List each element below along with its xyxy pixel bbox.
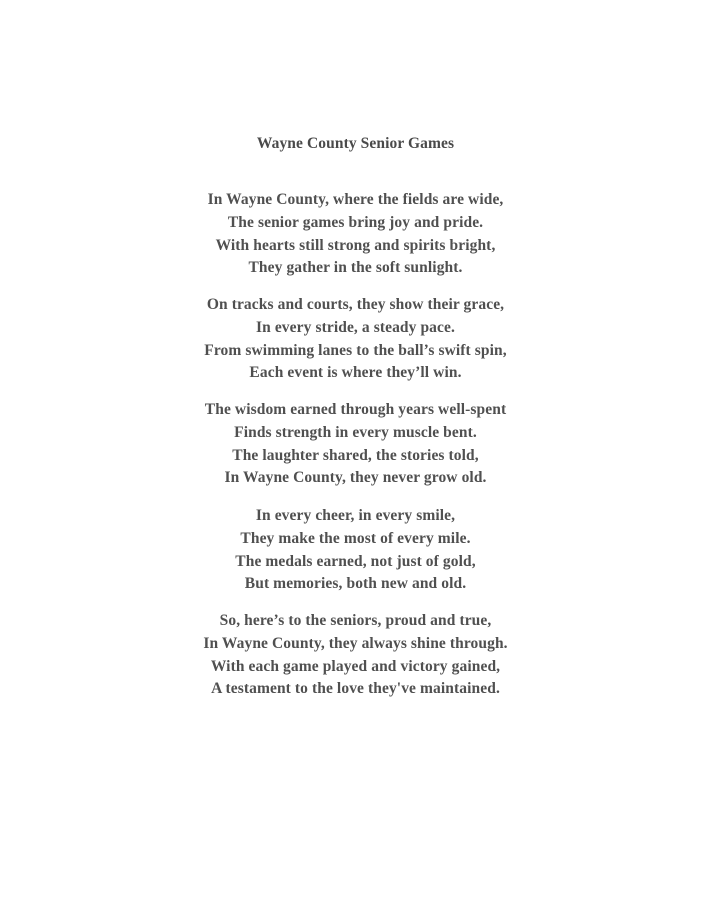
poem-line: But memories, both new and old.	[244, 575, 467, 593]
poem-line: In Wayne County, they always shine through.	[203, 634, 508, 652]
poem-line: In Wayne County, they never grow old.	[224, 469, 487, 487]
stanza-3	[0, 399, 711, 490]
poem-line: Each event is where they’ll win.	[249, 364, 462, 382]
poem-line: The medals earned, not just of gold,	[235, 552, 476, 570]
stanza-1	[0, 189, 711, 280]
poem-title: Wayne County Senior Games	[256, 135, 455, 152]
poem-line: From swimming lanes to the ball’s swift spin,	[204, 341, 507, 359]
stanza-2	[0, 294, 711, 385]
stanza-4	[0, 505, 711, 596]
poem-line: Finds strength in every muscle bent.	[234, 423, 477, 441]
poem-line: The senior games bring joy and pride.	[227, 213, 484, 231]
poem-line: With hearts still strong and spirits bright,	[215, 236, 496, 254]
poem-line: They gather in the soft sunlight.	[248, 259, 463, 277]
poem-line: The laughter shared, the stories told,	[232, 446, 479, 464]
poem-line: In every stride, a steady pace.	[256, 318, 455, 336]
poem-line: In Wayne County, where the fields are wide,	[207, 191, 504, 208]
poem-line: With each game played and victory gained,	[210, 657, 501, 675]
stanza-5	[0, 610, 711, 701]
poem-line: In every cheer, in every smile,	[255, 507, 456, 524]
poem-line: So, here’s to the seniors, proud and true,	[219, 612, 492, 629]
poem-line: The wisdom earned through years well-spent	[204, 401, 507, 418]
poem-line: On tracks and courts, they show their grace,	[206, 296, 505, 313]
poem-line: A testament to the love they've maintained.	[211, 680, 500, 698]
poem-line: They make the most of every mile.	[240, 529, 471, 547]
